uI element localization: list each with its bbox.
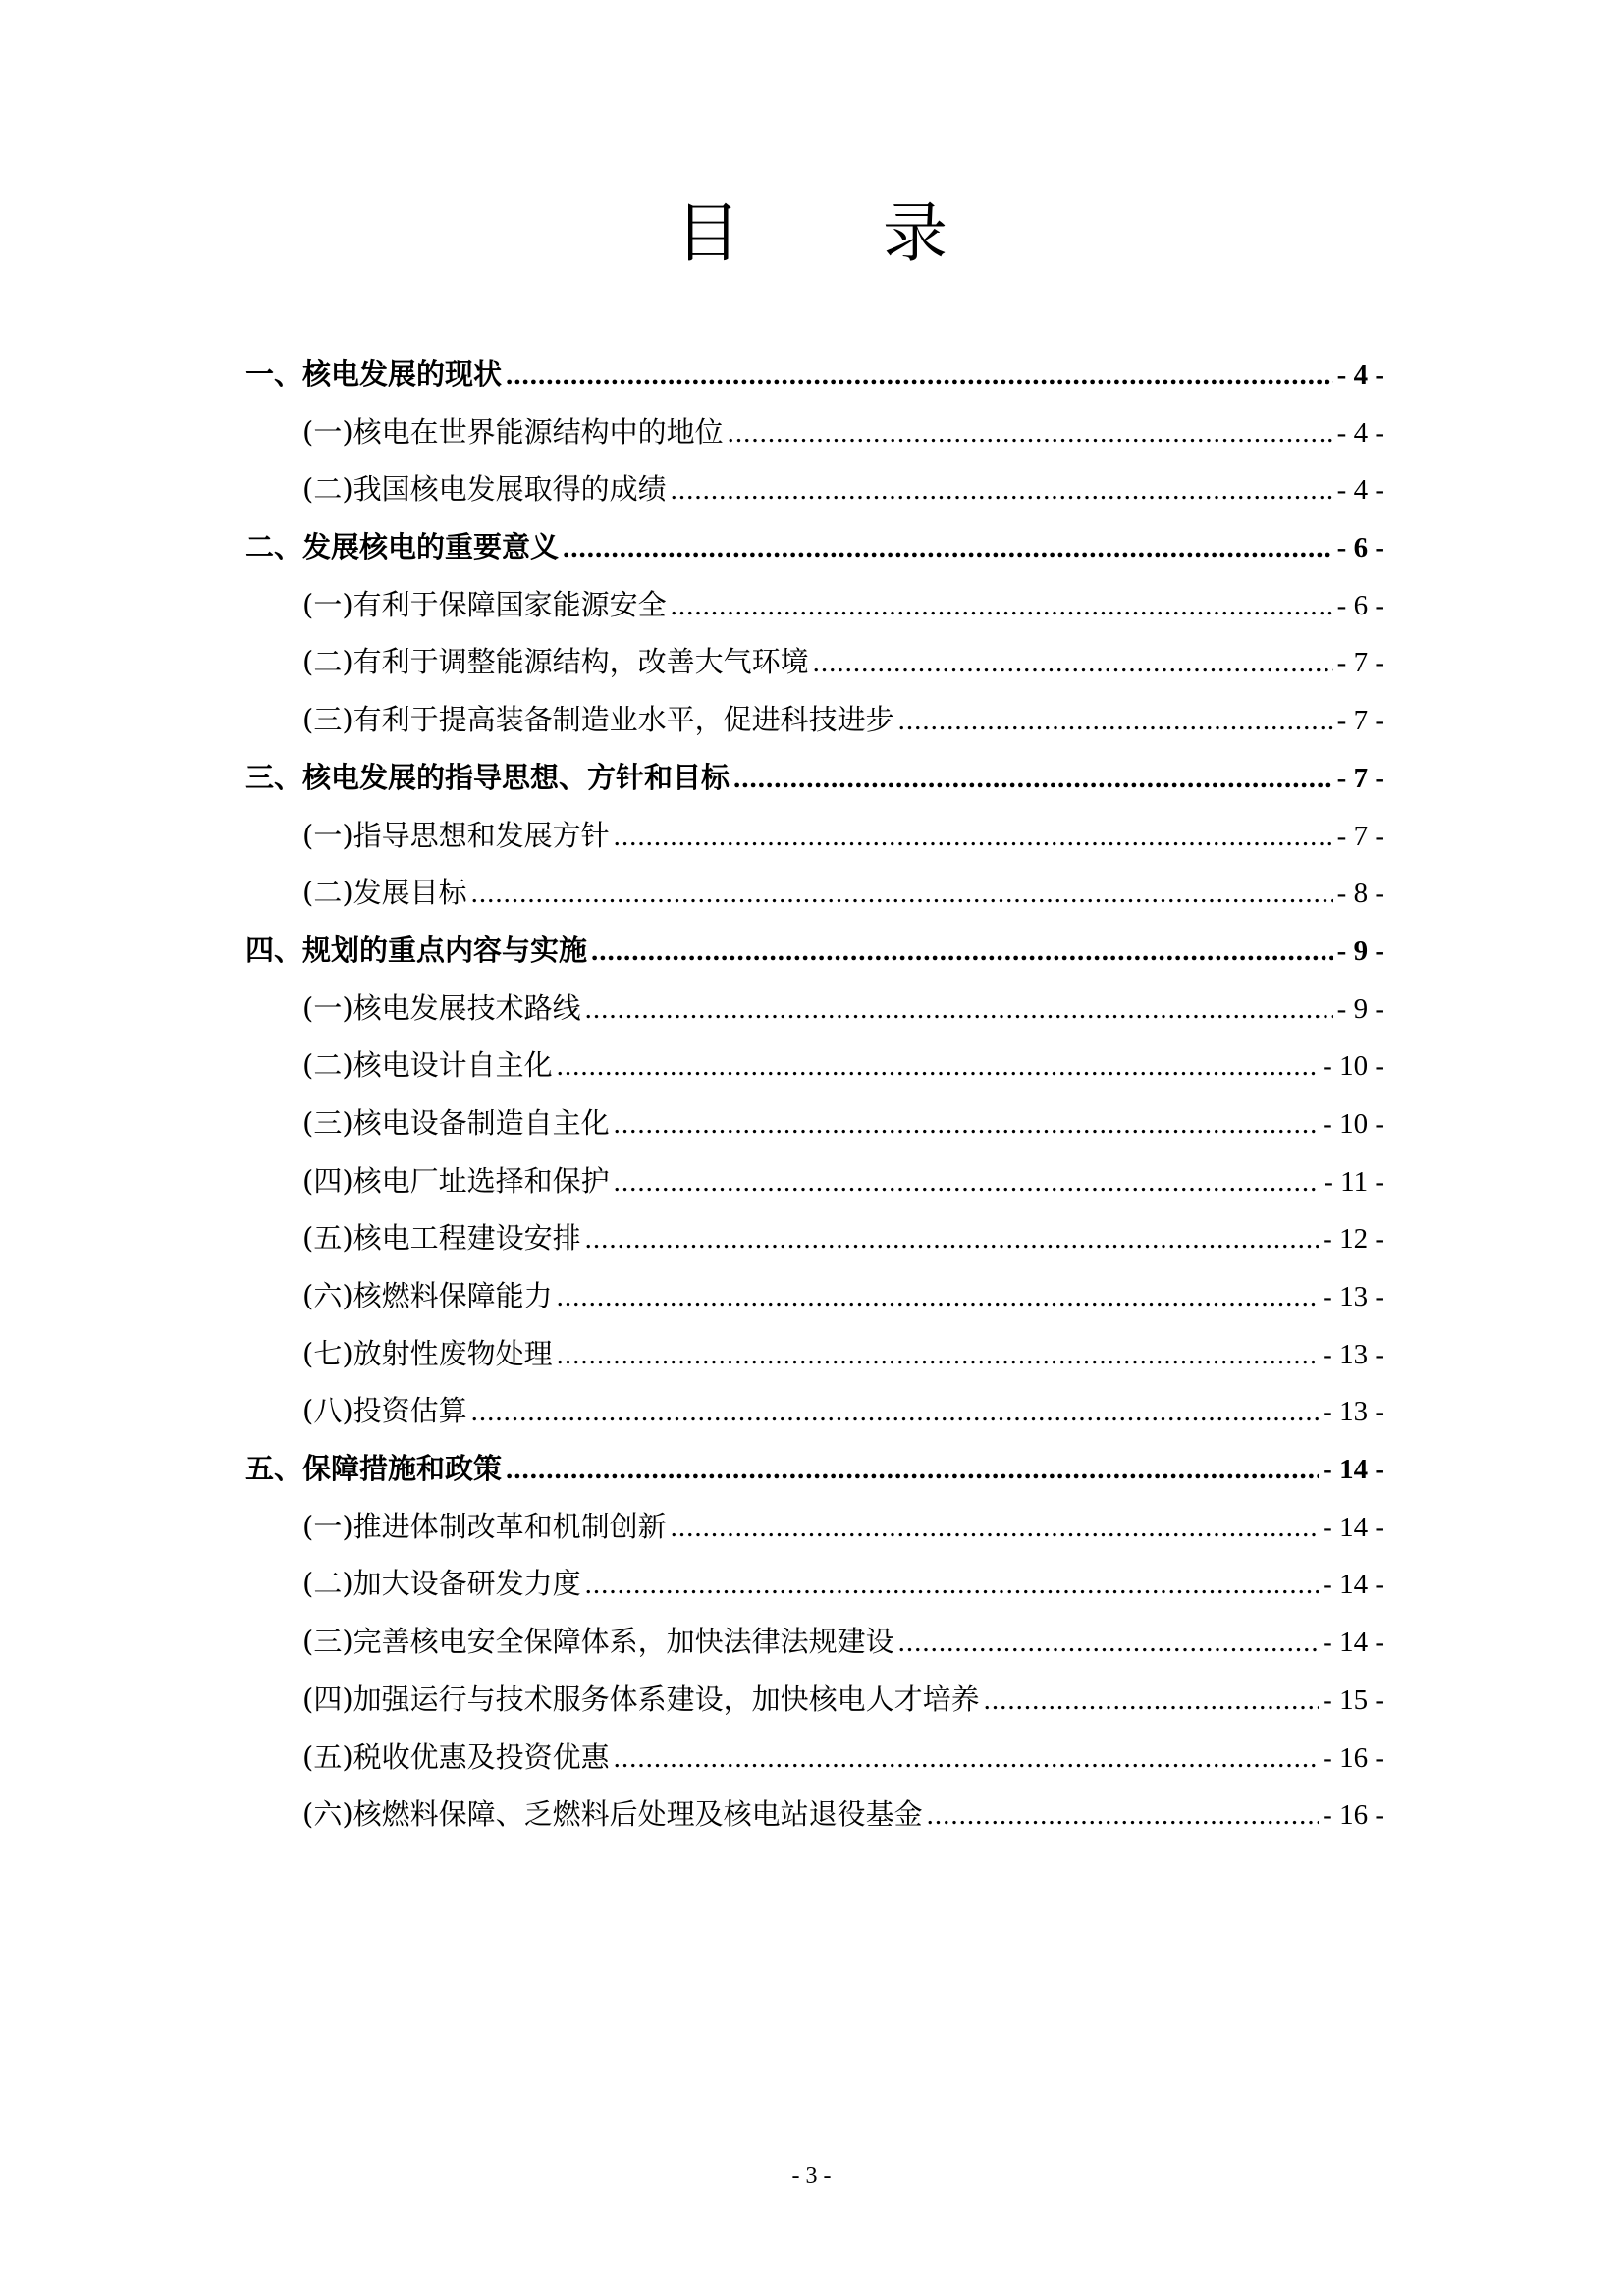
toc-entry-page: - 14 - [1323,1511,1384,1543]
toc-dot-leader [898,692,1333,750]
toc-entry-title: (六)核燃料保障、乏燃料后处理及核电站退役基金 [302,1797,923,1832]
toc-section-entry[interactable] [245,1152,1384,1210]
toc-dot-leader [614,1153,1321,1211]
toc-entry-page: - 13 - [1323,1281,1384,1312]
toc-entry-title: (二)加大设备研发力度 [302,1567,581,1601]
toc-dot-leader [585,981,1333,1039]
toc-entry-page: - 7 - [1336,647,1384,679]
toc-dot-leader [585,1210,1320,1268]
toc-section-entry[interactable] [245,980,1384,1038]
toc-section-entry[interactable] [245,1382,1384,1440]
toc-dot-leader [671,1499,1320,1557]
toc-entry-title: (一)推进体制改革和机制创新 [302,1509,667,1543]
toc-entry-title: 二、发展核电的重要意义 [245,530,560,564]
toc-entry-page: - 15 - [1323,1683,1384,1716]
toc-entry-page: - 7 - [1336,762,1384,794]
toc-chapter-entry[interactable] [245,1440,1384,1498]
toc-entry-title: (六)核燃料保障能力 [302,1279,553,1312]
toc-chapter-entry[interactable] [245,518,1384,576]
toc-entry-page: - 4 - [1336,474,1384,507]
toc-section-entry[interactable] [245,1671,1384,1729]
toc-section-entry[interactable] [245,1095,1384,1152]
toc-entry-page: - 7 - [1336,705,1384,737]
toc-entry-page: - 14 - [1323,1627,1384,1659]
toc-entry-title: (二)有利于调整能源结构，改善大气环境 [302,645,809,679]
toc-entry-title: (四)核电厂址选择和保护 [302,1163,610,1198]
toc-entry-title: 五、保障措施和政策 [245,1452,503,1486]
toc-section-entry[interactable] [245,1209,1384,1267]
toc-entry-title: (三)完善核电安全保障体系，加快法律法规建设 [302,1625,894,1659]
toc-entry-page: - 7 - [1336,820,1384,852]
toc-entry-page: - 10 - [1323,1107,1384,1140]
toc-entry-page: - 12 - [1323,1223,1384,1255]
toc-section-entry[interactable] [245,403,1384,461]
toc-entry-page: - 13 - [1323,1338,1384,1370]
toc-dot-leader [557,1326,1320,1384]
toc-section-entry[interactable] [245,1729,1384,1787]
toc-section-entry[interactable] [245,633,1384,691]
toc-entry-page: - 11 - [1324,1165,1384,1198]
toc-entry-title: (八)投资估算 [302,1394,467,1428]
toc-entry-page: - 9 - [1336,992,1384,1025]
toc-section-entry[interactable] [245,864,1384,922]
toc-dot-leader [728,404,1333,462]
toc-section-entry[interactable] [245,807,1384,865]
toc-section-entry[interactable] [245,691,1384,749]
toc-entry-page: - 6 - [1336,589,1384,621]
toc-entry-page: - 10 - [1323,1050,1384,1083]
toc-section-entry[interactable] [245,1267,1384,1325]
toc-entry-title: 四、规划的重点内容与实施 [245,933,588,967]
toc-dot-leader [614,808,1333,866]
page-title: 目 录 [676,195,1008,271]
toc-section-entry[interactable] [245,1498,1384,1556]
toc-entry-page: - 14 - [1323,1569,1384,1601]
toc-entry-title: (三)核电设备制造自主化 [302,1105,610,1140]
toc-entry-title: (五)核电工程建设安排 [302,1221,581,1255]
toc-chapter-entry[interactable] [245,346,1384,403]
toc-dot-leader [614,1095,1320,1153]
toc-dot-leader [585,1556,1320,1614]
toc-entry-title: (二)核电设计自主化 [302,1048,553,1083]
toc-entry-page: - 16 - [1323,1799,1384,1832]
toc-entry-title: 三、核电发展的指导思想、方针和目标 [245,760,730,794]
toc-entry-page: - 9 - [1336,934,1384,967]
toc-entry-title: (一)指导思想和发展方针 [302,818,610,852]
toc-entry-page: - 8 - [1336,878,1384,910]
toc-dot-leader [813,634,1333,692]
toc-entry-title: (一)核电在世界能源结构中的地位 [302,414,724,449]
toc-entry-title: (五)税收优惠及投资优惠 [302,1739,610,1774]
toc-entry-title: (二)我国核电发展取得的成绩 [302,472,667,507]
toc-section-entry[interactable] [245,1786,1384,1843]
toc-section-entry[interactable] [245,1037,1384,1095]
toc-section-entry[interactable] [245,460,1384,518]
toc-dot-leader [591,923,1333,981]
toc-dot-leader [984,1672,1320,1730]
toc-entry-title: (四)加强运行与技术服务体系建设，加快核电人才培养 [302,1682,980,1716]
toc-entry-title: (二)发展目标 [302,876,467,910]
toc-dot-leader [671,461,1333,519]
toc-dot-leader [557,1038,1320,1095]
toc-section-entry[interactable] [245,1613,1384,1671]
toc-dot-leader [563,519,1333,577]
toc-entry-page: - 14 - [1323,1454,1384,1486]
toc-dot-leader [471,1383,1320,1441]
toc-entry-title: 一、核电发展的现状 [245,357,503,391]
toc-entry-page: - 13 - [1323,1396,1384,1428]
toc-dot-leader [506,1441,1319,1499]
toc-section-entry[interactable] [245,1555,1384,1613]
toc-chapter-entry[interactable] [245,922,1384,980]
toc-entry-title: (一)有利于保障国家能源安全 [302,587,667,621]
toc-dot-leader [898,1614,1320,1672]
toc-dot-leader [471,865,1333,923]
page-number: - 3 - [791,2163,832,2189]
toc-dot-leader [557,1268,1320,1326]
table-of-contents [245,346,1384,1843]
toc-entry-page: - 4 - [1336,359,1384,391]
toc-entry-page: - 16 - [1323,1741,1384,1774]
toc-dot-leader [506,347,1333,404]
toc-section-entry[interactable] [245,576,1384,634]
toc-section-entry[interactable] [245,1325,1384,1383]
toc-entry-page: - 6 - [1336,532,1384,564]
toc-entry-title: (七)放射性废物处理 [302,1336,553,1370]
toc-dot-leader [671,577,1333,635]
toc-dot-leader [614,1730,1320,1788]
toc-dot-leader [733,750,1333,808]
toc-entry-title: (三)有利于提高装备制造业水平，促进科技进步 [302,703,894,737]
toc-chapter-entry[interactable] [245,749,1384,807]
toc-dot-leader [927,1787,1320,1844]
toc-entry-page: - 4 - [1336,416,1384,449]
toc-entry-title: (一)核电发展技术路线 [302,990,581,1025]
